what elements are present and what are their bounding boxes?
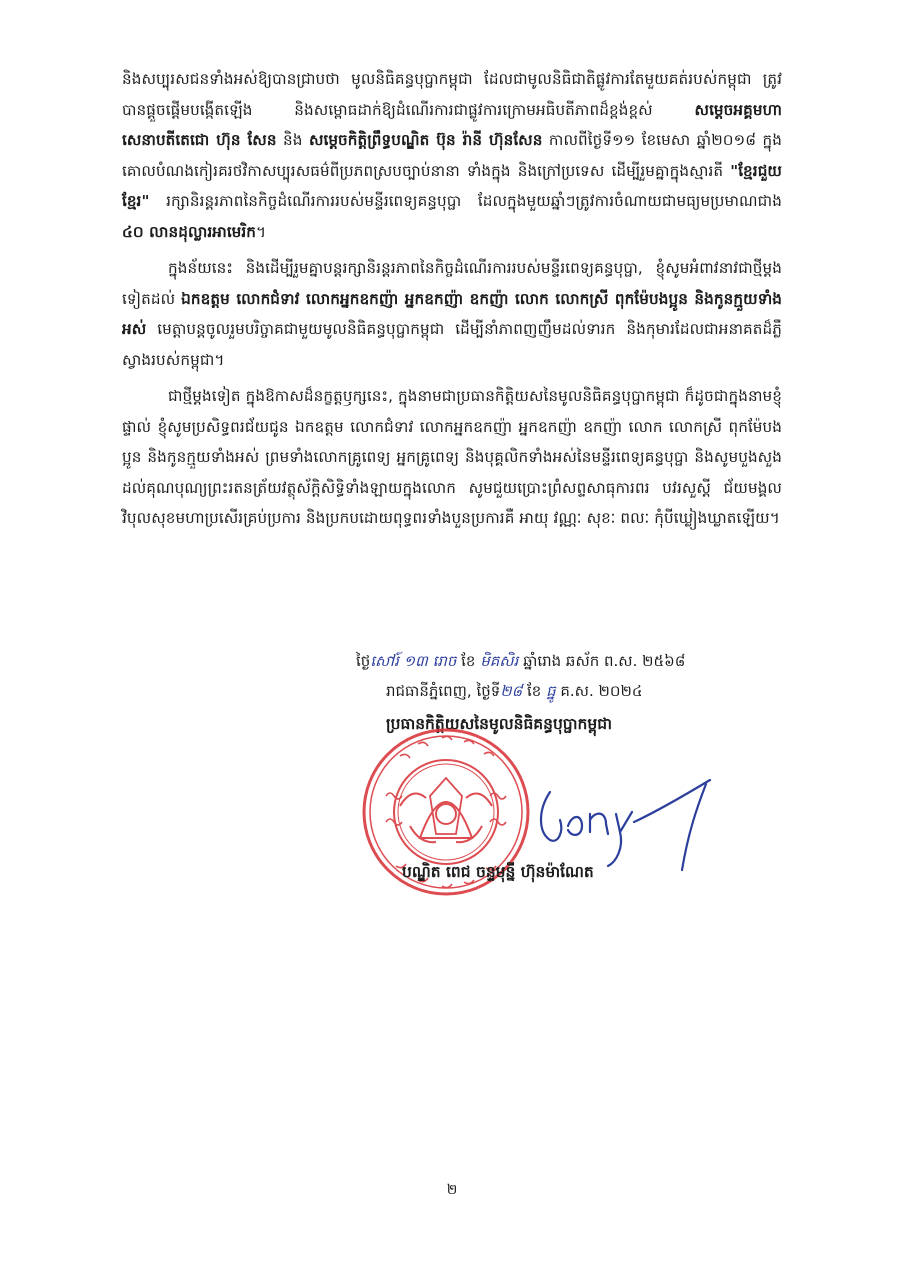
paragraph-appeal bbox=[122, 253, 782, 375]
text-run: ខែ bbox=[522, 682, 547, 700]
signer-title: ប្រធានកិត្តិយសនៃមូលនិធិគន្ធបុប្ផាកម្ពុជា bbox=[386, 715, 612, 733]
bold-name-hun-sen: សម្តេចអគ្គមហាសេនាបតីតេជោ ហ៊ុន សែន bbox=[122, 100, 782, 149]
text-run: ថ្ងៃ bbox=[356, 652, 371, 670]
text-run: រក្សានិរន្តរភាពនៃកិច្ចដំណើរការរបស់មន្ទីរពេទ្យគន្ធបុប្ផា ដែលក្នុងមួយឆ្នាំៗត្រូវការចំណាយជាមធ្យមប្រមាណជាង bbox=[149, 192, 782, 210]
handwritten-month: ធ្នូ bbox=[546, 682, 556, 700]
handwritten-month: មិគសិរ bbox=[480, 652, 519, 670]
bold-slogan: "ខ្មែរជួយខ្មែរ" bbox=[122, 161, 782, 210]
text-run: មេត្តាបន្តចូលរួមបរិច្ចាគជាមួយមូលនិធិគន្ធបុប្ផាកម្ពុជា ដើម្បីនាំភាពញញឹមដល់ទារក និងកុមារដែលជាអនាគតដ៏ភ្លឺស្វាងរបស់កម្ពុជា។ bbox=[122, 320, 782, 369]
text-run: កាលពីថ្ងៃទី១១ ខែមេសា ឆ្នាំ២០១៨ ក្នុងគោលបំណងកៀរគរថវិកាសប្បុរសធម៌ពីប្រភពស្របច្បាប់នានា ទាំងក្នុង និងក្រៅប្រទេស ដើម្បីរួមគ្នាក្នុងស្មារតី bbox=[122, 131, 783, 180]
text-run: និង bbox=[276, 131, 309, 149]
solar-date-line bbox=[356, 676, 796, 706]
text-run: ឆ្នាំរោង ឆស័ក ព.ស. ២៥៦៨ bbox=[518, 652, 686, 670]
text-run: និងសប្បុរសជនទាំងអស់ឱ្យបានជ្រាបថា មូលនិធិគន្ធបុប្ផាកម្ពុជា ដែលជាមូលនិធិជាតិផ្លូវការតែមួយគត់របស់កម្ពុជា ត្រូវបានផ្តួចផ្តើមបង្កើតឡើង និងសម្ពោធដាក់ឱ្យដំណើរការជាផ្លូវការក្រោមអធិបតីភាពដ៏ខ្ពង់ខ្ពស់ bbox=[122, 70, 782, 119]
page-number: ២ bbox=[446, 1182, 458, 1198]
lunar-date-line bbox=[356, 646, 796, 676]
bold-name-bun-rany: សម្តេចកិត្តិព្រឹទ្ធបណ្ឌិត ប៊ុន រ៉ានី ហ៊ុនសែន bbox=[308, 131, 543, 149]
letter-body bbox=[122, 64, 782, 540]
text-run: ក្នុងន័យនេះ និងដើម្បីរួមគ្នាបន្តរក្សានិរន្តរភាពនៃកិច្ចដំណើរការរបស់មន្ទីរពេទ្យគន្ធបុប្ផា, ខ្ញុំសូមអំពាវនាវជាថ្មីម្តងទៀតដល់ bbox=[122, 259, 782, 308]
text-run: ជាថ្មីម្តងទៀត ក្នុងឱកាសដ៏នក្ខត្តឫក្សនេះ, ក្នុងនាមជាប្រធានកិត្តិយសនៃមូលនិធិគន្ធបុប្ផាកម្ពុជា ក៏ដូចជាក្នុងនាមខ្ញុំផ្ទាល់ ខ្ញុំសូមប្រសិទ្ធពរជ័យជូន ឯកឧត្តម លោកជំទាវ លោកអ្នកឧកញ៉ា អ្នកឧកញ៉ា ឧកញ៉ា លោក លោកស្រី ពុកម៉ែបងប្អូន និងកូនក្មួយទាំងអស់ ព្រមទាំងលោកគ្រូពេទ្យ អ្នកគ្រូពេទ្យ និងបុគ្គលិកទាំងអស់នៃមន្ទីរពេទ្យគន្ធបុប្ផា និងសូមបួងសួងដល់គុណបុណ្យព្រះរតនត្រ័យវត្ថុស័ក្តិសិទ្ធិទាំងឡាយក្នុងលោក សូមជួយប្រោះព្រំសព្ទសាធុការពរ បវរសួស្តី ជ័យមង្គល វិបុលសុខមហាប្រសើរគ្រប់ប្រការ និងប្រកបដោយពុទ្ធពរទាំងបួនប្រការគឺ អាយុ វណ្ណៈ សុខៈ ពលៈ កុំបីឃ្លៀងឃ្លាតឡើយ។ bbox=[122, 387, 782, 527]
text-run: គ.ស. ២០២៤ bbox=[555, 682, 643, 700]
text-run: ខែ bbox=[456, 652, 481, 670]
paragraph-blessing bbox=[122, 381, 782, 534]
signer-name: បណ្ឌិត ពេជ ចន្ទមុន្នី ហ៊ុនម៉ាណែត bbox=[402, 863, 594, 881]
handwritten-day: ២៨ bbox=[500, 682, 523, 700]
date-block bbox=[356, 646, 796, 706]
bold-amount: ៤០ លានដុល្លារអាមេរិក bbox=[122, 222, 257, 241]
text-run: ។ bbox=[256, 222, 267, 241]
paragraph-foundation-intro bbox=[122, 64, 782, 247]
bold-addressees: ឯកឧត្តម លោកជំទាវ លោកអ្នកឧកញ៉ា អ្នកឧកញ៉ា ឧកញ៉ា លោក លោកស្រី ពុកម៉ែបងប្អូន និងកូនក្មួយទាំងអស់ bbox=[122, 289, 782, 338]
text-run: រាជធានីភ្នំពេញ, ថ្ងៃទី bbox=[386, 682, 501, 700]
handwritten-day: សៅរ៍ ១៣ រោច bbox=[370, 652, 457, 670]
